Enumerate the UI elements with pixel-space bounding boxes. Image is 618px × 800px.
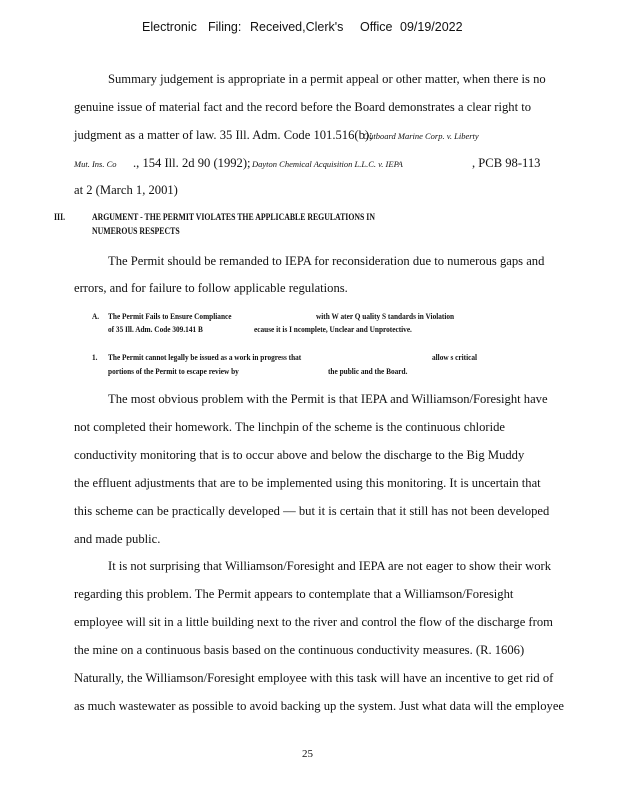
subheading-1-line1b: allow s critical: [432, 352, 478, 362]
p4-line6: as much wastewater as possible to avoid backing up the system. Just what data will the employee: [74, 699, 564, 713]
header-filing: Filing:: [208, 20, 242, 34]
subheading-a-line2b: ecause it is I ncomplete, Unclear and Unprotective.: [254, 324, 412, 334]
p4-line4: the mine on a continuous basis based on the continuous conductivity measures. (R. 1606): [74, 643, 525, 657]
p3-line5: this scheme can be practically developed — but it is certain that it still has not been developed: [74, 504, 550, 518]
section-title-line2: NUMEROUS RESPECTS: [92, 227, 180, 237]
subheading-1-line2a: portions of the Permit to escape review by: [108, 366, 239, 376]
p4-line5: Naturally, the Williamson/Foresight employee with this task will have an incentive to get rid of: [74, 671, 554, 685]
p1-case-outboard: Outboard Marine Corp. v. Liberty: [363, 131, 479, 141]
subheading-a-line1b: with W ater Q uality S tandards in Violation: [316, 311, 455, 321]
subheading-1-number: 1.: [92, 352, 98, 362]
p3-line2: not completed their homework. The linchpin of the scheme is the continuous chloride: [74, 420, 505, 434]
p3-line1: The most obvious problem with the Permit is that IEPA and Williamson/Foresight have: [108, 392, 548, 406]
subheading-a-line2a: of 35 Ill. Adm. Code 309.141 B: [108, 324, 203, 334]
p2-line1: The Permit should be remanded to IEPA for reconsideration due to numerous gaps and: [108, 254, 545, 268]
p1-line3a: judgment as a matter of law. 35 Ill. Adm. Code 101.516(b);: [74, 128, 373, 142]
p3-line6: and made public.: [74, 532, 161, 546]
p4-line3: employee will sit in a little building next to the river and control the flow of the discharge from: [74, 615, 553, 629]
p1-case-dayton: Dayton Chemical Acquisition L.L.C. v. IEPA: [252, 159, 403, 169]
p2-line2: errors, and for failure to follow applicable regulations.: [74, 281, 348, 295]
section-number: III.: [54, 213, 66, 223]
p1-line1: Summary judgement is appropriate in a permit appeal or other matter, when there is no: [108, 72, 546, 86]
page-number: 25: [302, 748, 313, 760]
header-date: 09/19/2022: [400, 20, 463, 34]
p1-case-mut: Mut. Ins. Co: [74, 159, 117, 169]
subheading-a-line1a: The Permit Fails to Ensure Compliance: [108, 311, 232, 321]
p3-line4: the effluent adjustments that are to be implemented using this monitoring. It is uncertain that: [74, 476, 541, 490]
p3-line3: conductivity monitoring that is to occur above and below the discharge to the Big Muddy: [74, 448, 525, 462]
subheading-1-line2b: the public and the Board.: [328, 366, 408, 376]
header-electronic: Electronic: [142, 20, 197, 34]
section-title-line1: ARGUMENT - THE PERMIT VIOLATES THE APPLICABLE REGULATIONS IN: [92, 213, 375, 223]
p1-line2: genuine issue of material fact and the record before the Board demonstrates a clear right to: [74, 100, 532, 114]
p1-pcb: , PCB 98-113: [472, 156, 541, 170]
p1-citation: ., 154 Ill. 2d 90 (1992);: [133, 156, 251, 170]
subheading-a-number: A.: [92, 311, 100, 321]
subheading-1-line1a: The Permit cannot legally be issued as a work in progress that: [108, 352, 302, 362]
p4-line2: regarding this problem. The Permit appears to contemplate that a Williamson/Foresight: [74, 587, 514, 601]
header-received: Received,Clerk's: [250, 20, 344, 34]
header-office: Office: [360, 20, 393, 34]
p4-line1: It is not surprising that Williamson/Foresight and IEPA are not eager to show their work: [108, 559, 552, 573]
p1-line5: at 2 (March 1, 2001): [74, 183, 178, 197]
